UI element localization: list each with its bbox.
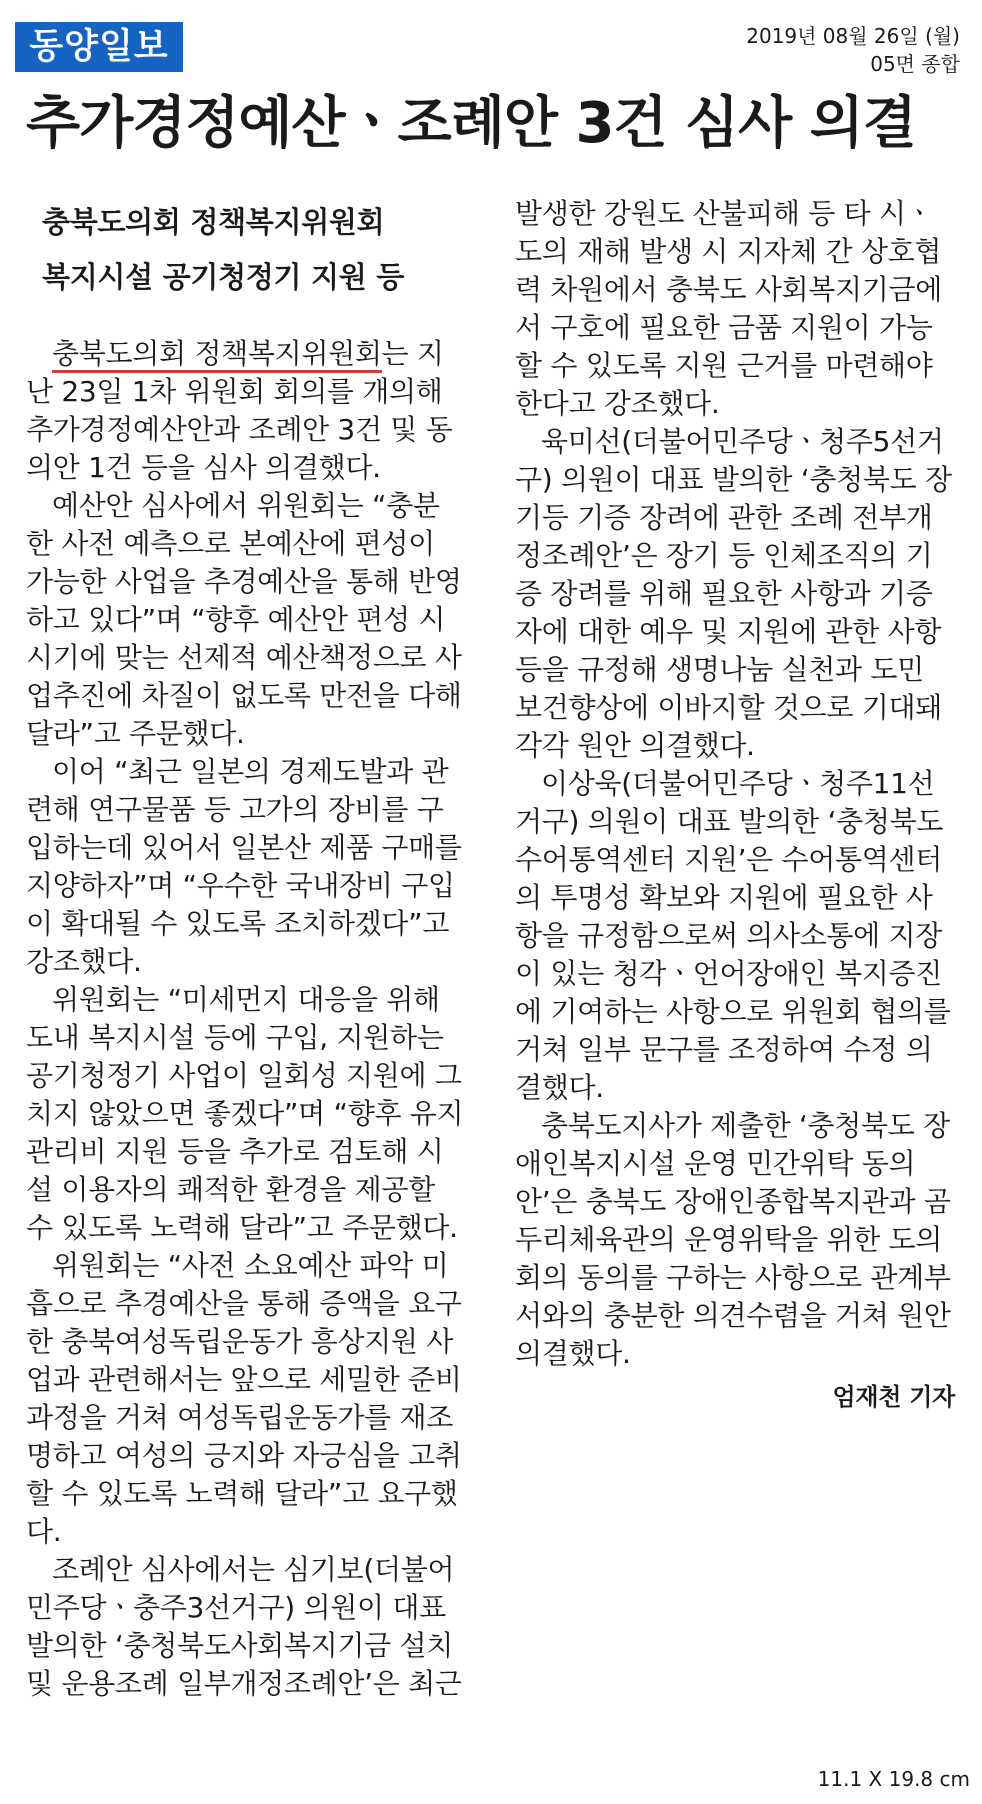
subheadline-line-1: 충북도의회 정책복지위원회: [42, 205, 385, 239]
paragraph-1: [26, 335, 466, 487]
paragraph-7: 육미선(더불어민주당ㆍ청주5선거구) 의원이 대표 발의한 ‘충청북도 장기등 기증 장려에 관한 조례 전부개정조례안’은 장기 등 인체조직의 기증 장려를 위해 필요한 사항과 기증자에 대한 예우 및 지원에 관한 사항 등을 규정해 생명나눔 실천과 도민 보건향상에 이바지할 것으로 기대돼 각각 원안 의결했다.: [515, 425, 952, 762]
article-headline: 추가경정예산ㆍ조례안 3건 심사 의결: [26, 91, 916, 156]
paragraph-1-text: 는 지난 23일 1차 위원회 회의를 개의해 추가경정예산안과 조례안 3건 및 동의안 1건 등을 심사 의결했다.: [26, 337, 453, 484]
paragraph-5: 위원회는 “사전 소요예산 파악 미흡으로 추경예산을 통해 증액을 요구한 충북여성독립운동가 흥상지원 사업과 관련해서는 앞으로 세밀한 준비과정을 거쳐 여성독립운동가를 재조명하고 여성의 긍지와 자긍심을 고취할 수 있도록 노력해 달라”고 요구했다.: [26, 1249, 462, 1548]
article-column-left: [26, 195, 466, 1703]
newspaper-logo: 동양일보: [15, 22, 183, 72]
paragraph-8: 이상욱(더불어민주당ㆍ청주11선거구) 의원이 대표 발의한 ‘충청북도 수어통역센터 지원’은 수어통역센터의 투명성 확보와 지원에 필요한 사항을 규정함으로써 의사소통에 지장이 있는 청각ㆍ언어장애인 복지증진에 기여하는 사항으로 위원회 협의를 거쳐 일부 문구를 조정하여 수정 의결했다.: [515, 767, 951, 1104]
paragraph-3: 이어 “최근 일본의 경제도발과 관련해 연구물품 등 고가의 장비를 구입하는데 있어서 일본산 제품 구매를 지양하자”며 “우수한 국내장비 구입이 확대될 수 있도록 조치하겠다”고 강조했다.: [26, 755, 462, 978]
page-section: 05면 종합: [870, 52, 960, 76]
article-subheadline: [42, 195, 466, 305]
subheadline-line-2: 복지시설 공기청정기 지원 등: [42, 260, 404, 294]
paragraph-9: 충북도지사가 제출한 ‘충청북도 장애인복지시설 운영 민간위탁 동의안’은 충북도 장애인종합복지관과 곰두리체육관의 운영위탁을 위한 도의회의 동의를 구하는 사항으로 관계부서와의 충분한 의견수렴을 거쳐 원안 의결했다.: [515, 1109, 951, 1370]
paragraph-6-continued: 발생한 강원도 산불피해 등 타 시ㆍ도의 재해 발생 시 지자체 간 상호협력 차원에서 충북도 사회복지기금에서 구호에 필요한 금품 지원이 가능할 수 있도록 지원 근거를 마련해야 한다고 강조했다.: [515, 197, 943, 420]
paragraph-4: 위원회는 “미세먼지 대응을 위해 도내 복지시설 등에 구입, 지원하는 공기청정기 사업이 일회성 지원에 그치지 않았으면 좋겠다”며 “향후 유지관리비 지원 등을 추가로 검토해 시설 이용자의 쾌적한 환경을 제공할 수 있도록 노력해 달라”고 주문했다.: [26, 983, 464, 1244]
paragraph-6: 조례안 심사에서는 심기보(더불어민주당ㆍ충주3선거구) 의원이 대표 발의한 ‘충청북도사회복지기금 설치 및 운용조례 일부개정조례안’은 최근: [26, 1553, 462, 1700]
article-column-right: [515, 195, 955, 1417]
publication-date: 2019년 08월 26일 (월): [746, 24, 960, 48]
paragraph-2: 예산안 심사에서 위원회는 “충분한 사전 예측으로 본예산에 편성이 가능한 사업을 추경예산을 통해 반영하고 있다”며 “향후 예산안 편성 시 시기에 맞는 선제적 예산책정으로 사업추진에 차질이 없도록 만전을 다해 달라”고 주문했다.: [26, 489, 462, 750]
clipping-size: 11.1 X 19.8 cm: [817, 1767, 970, 1791]
highlighted-committee-name: 충북도의회 정책복지위원회: [52, 337, 382, 373]
reporter-byline: 엄재천 기자: [832, 1383, 955, 1411]
